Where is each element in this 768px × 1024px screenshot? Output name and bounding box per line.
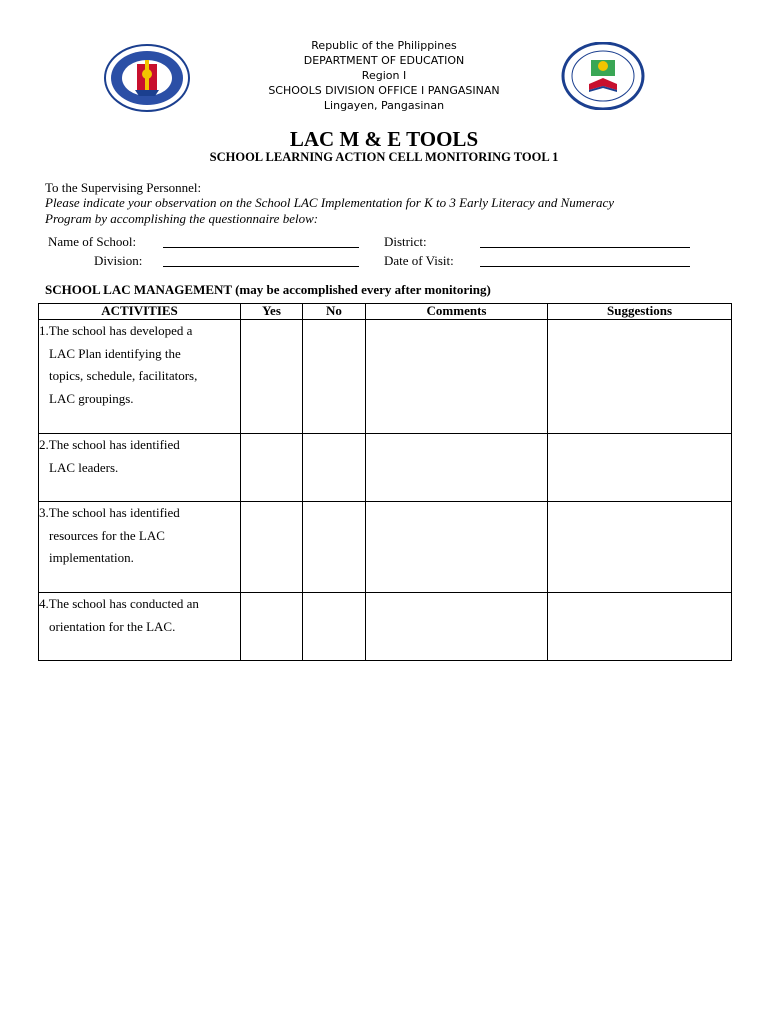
comments-cell[interactable] [366, 320, 548, 434]
activity-text: The school has identified [48, 437, 180, 452]
activity-text: The school has developed a [48, 323, 193, 338]
header-location: Lingayen, Pangasinan [323, 99, 445, 112]
instruction-line-1: Please indicate your observation on the School LAC Implementation for K to 3 Early Literacy and Numeracy [45, 195, 615, 210]
col-header-activities: ACTIVITIES [39, 304, 241, 320]
division-label: Division: [94, 253, 143, 268]
division-field[interactable] [163, 266, 359, 267]
activity-text-line: implementation. [49, 550, 134, 565]
suggestions-cell[interactable] [548, 502, 732, 593]
yes-cell[interactable] [241, 593, 303, 661]
activity-text-line: resources for the LAC [49, 527, 165, 543]
district-field[interactable] [480, 247, 690, 248]
activity-text-line: LAC Plan identifying the [49, 345, 181, 361]
page-subtitle: SCHOOL LEARNING ACTION CELL MONITORING TOOL 1 [209, 150, 559, 164]
activity-text-line: orientation for the LAC. [49, 618, 176, 634]
activity-text: The school has identified [48, 505, 180, 520]
no-cell[interactable] [303, 593, 366, 661]
activity-text-line: LAC leaders. [49, 459, 119, 475]
no-cell[interactable] [303, 502, 366, 593]
activity-number: 4. [39, 596, 49, 611]
header-region: Region I [361, 69, 407, 82]
section-title: SCHOOL LAC MANAGEMENT (may be accomplished every after monitoring) [45, 282, 491, 297]
activity-text: The school has conducted an [48, 596, 199, 611]
school-name-label: Name of School: [48, 234, 137, 249]
col-header-comments: Comments [366, 304, 548, 320]
no-cell[interactable] [303, 434, 366, 502]
comments-cell[interactable] [366, 502, 548, 593]
comments-cell[interactable] [366, 593, 548, 661]
activity-text-line: LAC groupings. [49, 390, 134, 406]
col-header-suggestions: Suggestions [548, 304, 732, 320]
table-row [39, 434, 732, 502]
lac-management-table [38, 303, 732, 661]
yes-cell[interactable] [241, 320, 303, 434]
activity-cell [39, 593, 241, 661]
table-row [39, 502, 732, 593]
school-name-field[interactable] [163, 247, 359, 248]
instruction-text [45, 195, 725, 227]
date-of-visit-field[interactable] [480, 266, 690, 267]
header-division-office: SCHOOLS DIVISION OFFICE I PANGASINAN [268, 84, 500, 97]
no-cell[interactable] [303, 320, 366, 434]
activity-text-line: topics, schedule, facilitators, [49, 368, 198, 383]
activity-number: 3. [39, 505, 49, 520]
col-header-yes: Yes [241, 304, 303, 320]
yes-cell[interactable] [241, 434, 303, 502]
page-title: LAC M & E TOOLS [289, 127, 479, 151]
col-header-no: No [303, 304, 366, 320]
date-of-visit-label: Date of Visit: [384, 253, 454, 268]
activity-cell [39, 502, 241, 593]
header-department: DEPARTMENT OF EDUCATION [303, 54, 465, 67]
suggestions-cell[interactable] [548, 320, 732, 434]
table-row [39, 320, 732, 434]
salutation: To the Supervising Personnel: [45, 180, 202, 195]
comments-cell[interactable] [366, 434, 548, 502]
header-country: Republic of the Philippines [311, 39, 457, 52]
yes-cell[interactable] [241, 502, 303, 593]
table-row [39, 593, 732, 661]
suggestions-cell[interactable] [548, 434, 732, 502]
activity-number: 2. [39, 437, 49, 452]
activity-number: 1. [39, 323, 49, 338]
district-label: District: [384, 234, 427, 249]
table-header-row [39, 304, 732, 320]
sdo-pangasinan-seal-logo [561, 42, 645, 110]
suggestions-cell[interactable] [548, 593, 732, 661]
activity-cell [39, 434, 241, 502]
instruction-line-2: Program by accomplishing the questionnaire below: [45, 211, 319, 226]
activity-cell [39, 320, 241, 434]
